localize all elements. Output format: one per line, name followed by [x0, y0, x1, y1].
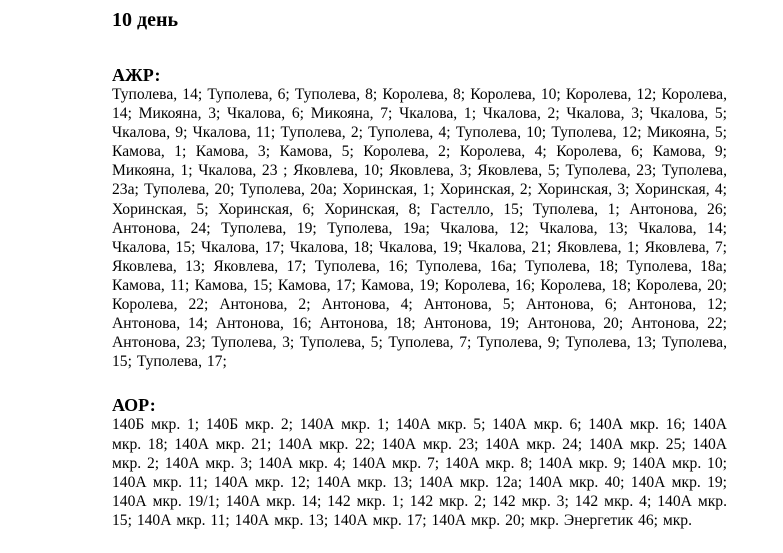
address-list-azhr: Туполева, 14; Туполева, 6; Туполева, 8; Королева, 8; Королева, 10; Королева, 12; Королева, 14; Микояна, 3; Чкалова, 6; Микояна, 7; Чкалова, 1; Чкалова, 2; Чкалова, 3; Чкалова, 5; Чкалова, 9; Чкалова, 11; Туполева, 2; Туполева, 4; Туполева, 10; Туполева, 12; Микояна, 5; Камова, 1; Камова, 3; Камова, 5; Королева, 2; Королева, 4; Королева, 6; Камова, 9; Микояна, 1; Чкалова, 23 ; Яковлева, 10; Яковлева, 3; Яковлева, 5; Туполева, 23; Туполева, 23а; Туполева, 20; Туполева, 20а; Хоринская, 1; Хоринская, 2; Хоринская, 3; Хоринская, 4; Хоринская, 5; Хоринская, 6; Хоринская, 8; Гастелло, 15; Туполева, 1; Антонова, 26; Антонова, 24; Туполева, 19; Туполева, 19а; Чкалова, 12; Чкалова, 13; Чкалова, 14; Чкалова, 15; Чкалова, 17; Чкалова, 18; Чкалова, 19; Чкалова, 21; Яковлева, 1; Яковлева, 7; Яковлева, 13; Яковлева, 17; Туполева, 16; Туполева, 16а; Туполева, 18; Туполева, 18а; Камова, 11; Камова, 15; Камова, 17; Камова, 19; Королева, 16; Королева, 18; Королева, 20; Королева, 22; Антонова, 2; Антонова, 4; Антонова, 5; Антонова, 6; Антонова, 12; Антонова, 14; Антонова, 16; Антонова, 18; Антонова, 19; Антонова, 20; Антонова, 22; Антонова, 23; Туполева, 3; Туполева, 5; Туполева, 7; Туполева, 9; Туполева, 13; Туполева, 15; Туполева, 17; [112, 86, 727, 371]
address-list-aor: 140Б мкр. 1; 140Б мкр. 2; 140А мкр. 1; 140А мкр. 5; 140А мкр. 6; 140А мкр. 16; 140А мкр. 18; 140А мкр. 21; 140А мкр. 22; 140А мкр. 23; 140А мкр. 24; 140А мкр. 25; 140А мкр. 2; 140А мкр. 3; 140А мкр. 4; 140А мкр. 7; 140А мкр. 8; 140А мкр. 9; 140А мкр. 10; 140А мкр. 11; 140А мкр. 12; 140А мкр. 13; 140А мкр. 12а; 140А мкр. 40; 140А мкр. 19; 140А мкр. 19/1; 140А мкр. 14; 142 мкр. 1; 142 мкр. 2; 142 мкр. 3; 142 мкр. 4; 140А мкр. 15; 140А мкр. 11; 140А мкр. 13; 140А мкр. 17; 140А мкр. 20; мкр. Энергетик 46; мкр. [112, 416, 727, 529]
day-title: 10 день [112, 9, 179, 31]
section-heading-aor: АОР: [112, 395, 156, 416]
document-page [112, 8, 727, 530]
section-heading-azhr: АЖР: [112, 65, 161, 85]
